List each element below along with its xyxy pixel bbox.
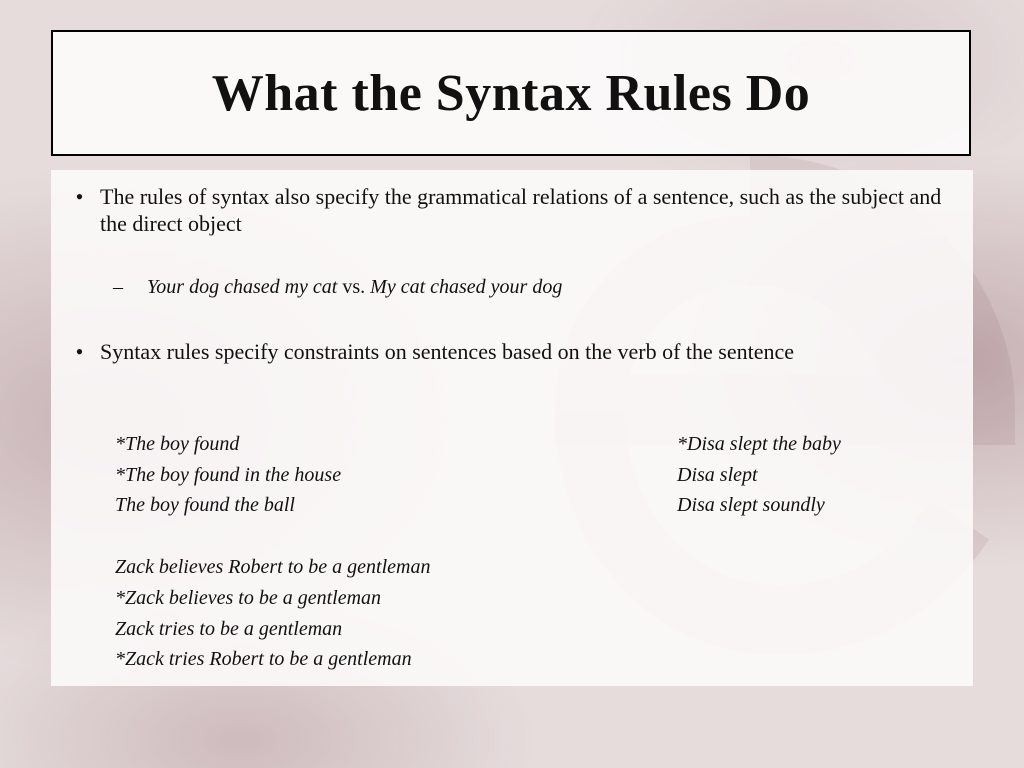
bullet-text: The rules of syntax also specify the grammatical relations of a sentence, such as the subject and the direct object (100, 184, 942, 236)
content-panel (51, 170, 973, 686)
bullet-grammatical-relations (59, 183, 949, 237)
example-zack-3: Zack tries to be a gentleman (115, 618, 343, 640)
slide-title: What the Syntax Rules Do (211, 64, 811, 122)
title-box (51, 30, 971, 156)
example-phrase-1: Your dog chased my cat (147, 276, 338, 298)
bullet-marker: • (75, 339, 84, 364)
sub-bullet-marker: – (113, 276, 123, 298)
example-right-1: *Disa slept the baby (677, 433, 841, 455)
example-left-3: The boy found the ball (115, 494, 295, 516)
example-zack-1: Zack believes Robert to be a gentleman (115, 556, 431, 578)
bullet-marker: • (75, 184, 84, 209)
example-zack-4: *Zack tries Robert to be a gentleman (115, 648, 412, 670)
example-zack-2: *Zack believes to be a gentleman (115, 587, 382, 609)
example-right-3: Disa slept soundly (677, 494, 825, 516)
sub-bullet-dog-cat (113, 274, 562, 300)
example-right-2: Disa slept (677, 464, 758, 486)
bullet-text: Syntax rules specify constraints on sentences based on the verb of the sentence (100, 339, 795, 364)
example-left-2: *The boy found in the house (115, 464, 342, 486)
example-phrase-2: My cat chased your dog (370, 276, 563, 298)
bullet-verb-constraints (59, 338, 949, 365)
example-left-1: *The boy found (115, 433, 240, 455)
versus-connector: vs. (337, 276, 371, 298)
